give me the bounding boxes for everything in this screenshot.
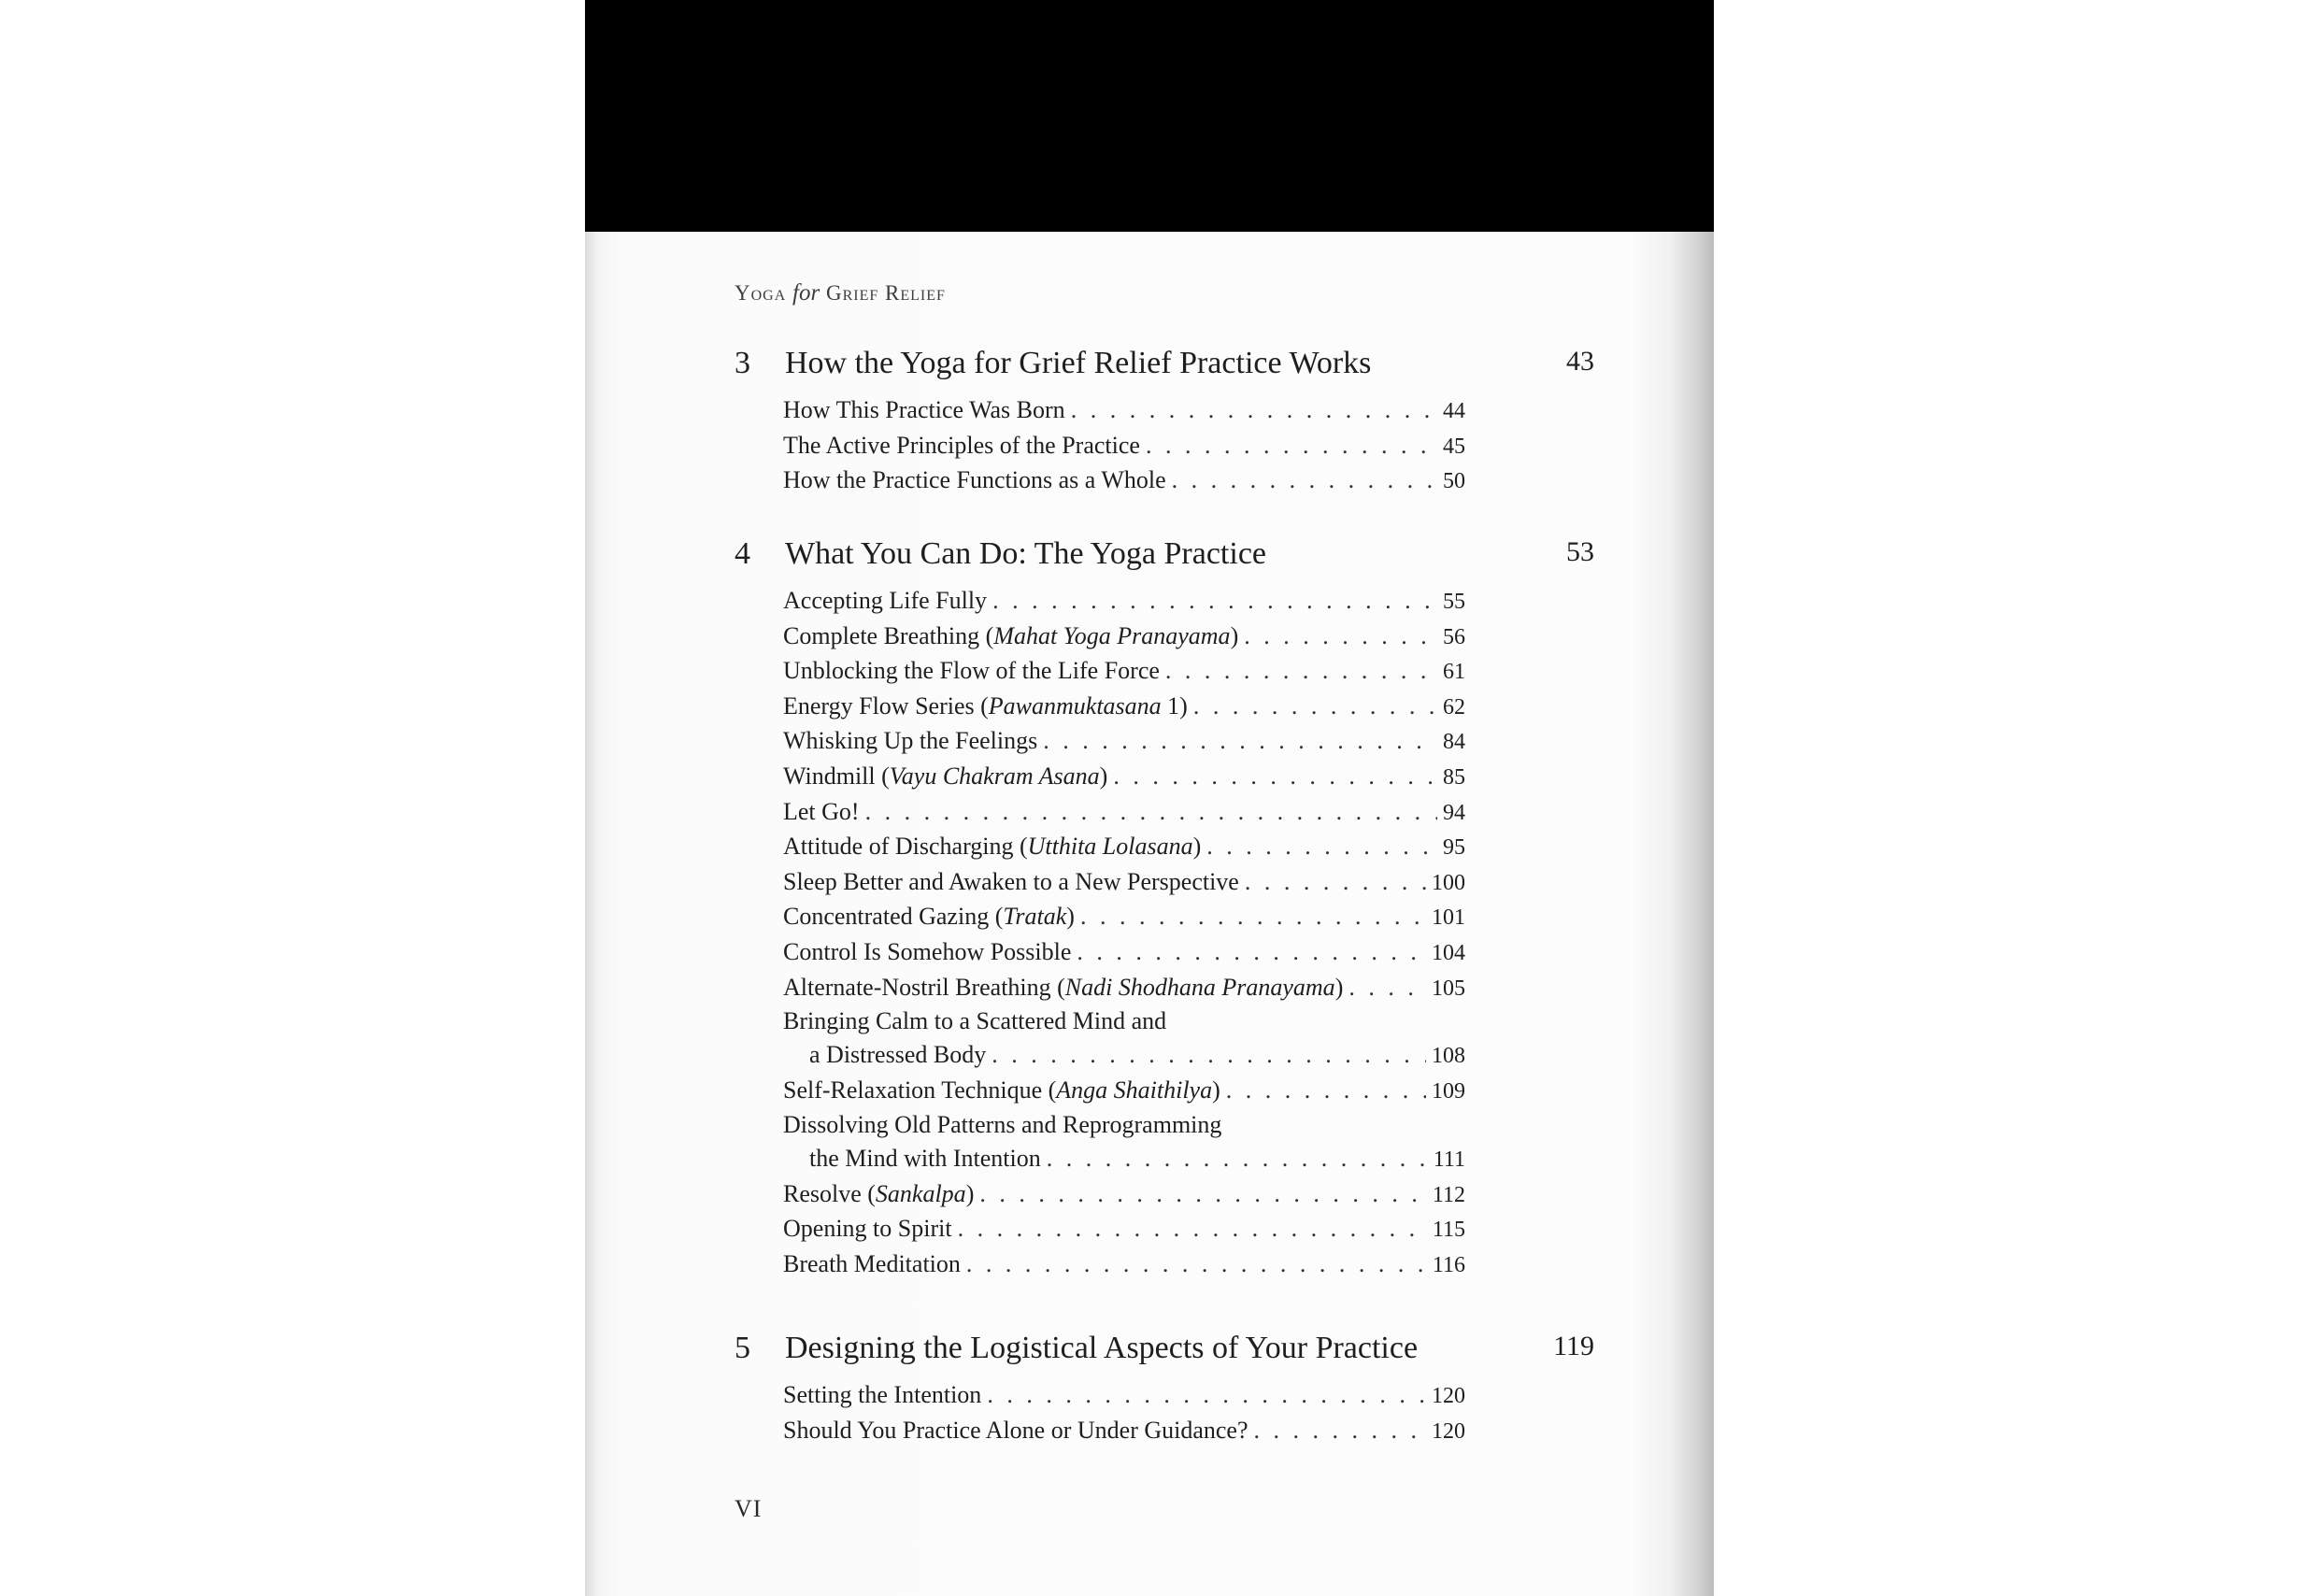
dot-leader: [1245, 864, 1426, 900]
dot-leader: [992, 583, 1437, 619]
entry-label-line2: [783, 1142, 1465, 1176]
entry-label-italic: Pawanmuktasana: [988, 691, 1162, 720]
entry-page: 120: [1432, 1418, 1465, 1444]
dot-leader: [1047, 1142, 1428, 1176]
chapter-number: 5: [735, 1331, 750, 1365]
entry-label: Concentrated Gazing (Tratak): [783, 903, 1075, 931]
entry-label: Complete Breathing (Mahat Yoga Pranayama): [783, 621, 1239, 649]
dot-leader: [1071, 392, 1437, 428]
entry-page: 55: [1443, 590, 1465, 614]
dot-leader: [1043, 723, 1437, 759]
toc-entry: [783, 970, 1465, 1005]
entry-page: 104: [1432, 940, 1465, 965]
entry-label-italic: Utthita Lolasana: [1027, 833, 1193, 861]
toc-entry: [783, 1211, 1465, 1247]
entry-page: 61: [1443, 660, 1465, 685]
entry-label: Bringing Calm to a Scattered Mind and: [783, 1007, 1167, 1035]
chapter-page: 53: [1566, 536, 1594, 567]
entry-label: Should You Practice Alone or Under Guidance?: [783, 1416, 1248, 1444]
dot-leader: [958, 1211, 1427, 1247]
entry-label: Attitude of Discharging (Utthita Lolasana): [783, 833, 1202, 861]
dot-leader: [1348, 970, 1426, 1005]
header-prefix: Yoga: [735, 281, 787, 305]
dot-leader: [1206, 829, 1437, 864]
toc-entry: [783, 829, 1465, 864]
entry-label-italic: Vayu Chakram Asana: [889, 762, 1100, 790]
scanner-background: [585, 0, 1714, 232]
dot-leader: [966, 1247, 1427, 1282]
entry-list: [783, 1377, 1465, 1447]
entry-label: The Active Principles of the Practice: [783, 431, 1140, 459]
entry-page: 111: [1433, 1147, 1465, 1172]
entry-page: 109: [1432, 1079, 1465, 1104]
dot-leader: [1172, 463, 1437, 498]
entry-page: 95: [1443, 835, 1465, 861]
toc-entry: [783, 1073, 1465, 1108]
entry-list: [783, 583, 1465, 1282]
entry-label-line2: [783, 1038, 1465, 1073]
dot-leader: [1080, 899, 1426, 934]
entry-page: 50: [1443, 469, 1465, 494]
entry-label: Let Go!: [783, 797, 860, 825]
entry-label-continued: the Mind with Intention: [809, 1144, 1041, 1172]
entry-label-italic: Nadi Shodhana Pranayama: [1064, 973, 1335, 1001]
toc-entry: [783, 1413, 1465, 1448]
page-folio: VI: [735, 1495, 763, 1522]
entry-page: 116: [1432, 1252, 1465, 1277]
chapter-page: 43: [1566, 346, 1594, 377]
toc-entry: [783, 689, 1465, 724]
toc-entry: [783, 428, 1465, 463]
entry-label-line1: [783, 1108, 1465, 1142]
toc-entry: [783, 1377, 1465, 1413]
toc-entry: [783, 864, 1465, 900]
entry-label-line1: [783, 1005, 1465, 1038]
entry-page: 62: [1443, 694, 1465, 720]
dot-leader: [865, 794, 1437, 830]
dot-leader: [1077, 934, 1426, 970]
chapter-5: [735, 1331, 1594, 1447]
entry-page: 120: [1432, 1384, 1465, 1408]
chapter-title: What You Can Do: The Yoga Practice: [785, 536, 1266, 571]
entry-label: Control Is Somehow Possible: [783, 937, 1072, 965]
entry-label-continued: a Distressed Body: [809, 1041, 987, 1069]
entry-page: 101: [1432, 905, 1465, 931]
entry-label: Self-Relaxation Technique (Anga Shaithilya): [783, 1076, 1220, 1104]
chapter-4: [735, 536, 1594, 1282]
dot-leader: [1254, 1413, 1426, 1448]
entry-label: Setting the Intention: [783, 1381, 982, 1408]
toc-entry: [783, 794, 1465, 830]
toc-entry: [783, 392, 1465, 428]
toc-entry: [783, 1176, 1465, 1212]
entry-page: 94: [1443, 800, 1465, 825]
entry-label: Windmill (Vayu Chakram Asana): [783, 762, 1108, 790]
toc-entry: [783, 619, 1465, 654]
entry-label-italic: Anga Shaithilya: [1056, 1076, 1213, 1104]
entry-page: 115: [1432, 1218, 1465, 1243]
toc-entry: [783, 1108, 1465, 1176]
entry-label: Alternate-Nostril Breathing (Nadi Shodhana Pranayama): [783, 973, 1344, 1001]
dot-leader: [1244, 619, 1437, 654]
entry-page: 56: [1443, 624, 1465, 649]
toc-entry: [783, 759, 1465, 794]
entry-label: How This Practice Was Born: [783, 396, 1065, 423]
chapter-number: 3: [735, 346, 750, 380]
chapter-title: How the Yoga for Grief Relief Practice Works: [785, 346, 1372, 380]
toc-entry: [783, 1247, 1465, 1282]
entry-label: Unblocking the Flow of the Life Force: [783, 657, 1160, 685]
running-header: [735, 280, 946, 306]
entry-label: Sleep Better and Awaken to a New Perspective: [783, 867, 1239, 895]
entry-page: 112: [1432, 1182, 1465, 1207]
entry-label-italic: Sankalpa: [875, 1179, 966, 1207]
entry-label: Resolve (Sankalpa): [783, 1179, 975, 1207]
book-page: [585, 232, 1714, 1596]
chapter-title: Designing the Logistical Aspects of Your Practice: [785, 1331, 1419, 1365]
entry-label: How the Practice Functions as a Whole: [783, 466, 1166, 494]
chapter-heading: [735, 1331, 1594, 1377]
chapter-page: 119: [1553, 1331, 1594, 1361]
entry-page: 100: [1432, 870, 1465, 895]
entry-page: 108: [1432, 1044, 1465, 1069]
entry-label: Whisking Up the Feelings: [783, 727, 1038, 755]
entry-label: Breath Meditation: [783, 1249, 961, 1277]
entry-page: 85: [1443, 764, 1465, 790]
entry-label: Accepting Life Fully: [783, 587, 988, 614]
entry-label: Energy Flow Series (Pawanmuktasana 1): [783, 691, 1188, 720]
dot-leader: [1146, 428, 1437, 463]
entry-list: [783, 392, 1465, 498]
entry-page: 44: [1443, 399, 1465, 423]
dot-leader: [992, 1038, 1426, 1072]
entry-label: Opening to Spirit: [783, 1215, 952, 1243]
toc-entry: [783, 653, 1465, 689]
entry-label-italic: Mahat Yoga Pranayama: [993, 621, 1231, 649]
entry-page: 45: [1443, 434, 1465, 459]
entry-page: 84: [1443, 730, 1465, 755]
dot-leader: [987, 1377, 1426, 1413]
header-for: for: [792, 280, 820, 306]
toc-entry: [783, 463, 1465, 498]
dot-leader: [1113, 759, 1437, 794]
dot-leader: [1165, 653, 1437, 689]
dot-leader: [1226, 1073, 1426, 1108]
toc-entry: [783, 583, 1465, 619]
entry-label: Dissolving Old Patterns and Reprogramming: [783, 1110, 1222, 1138]
chapter-heading: [735, 346, 1594, 392]
toc-entry: [783, 934, 1465, 970]
toc-entry: [783, 723, 1465, 759]
dot-leader: [1193, 689, 1437, 724]
toc-entry: [783, 1005, 1465, 1073]
header-suffix: Grief Relief: [825, 281, 946, 305]
dot-leader: [979, 1176, 1427, 1212]
chapter-number: 4: [735, 536, 750, 571]
toc-entry: [783, 899, 1465, 934]
chapter-heading: [735, 536, 1594, 583]
entry-page: 105: [1432, 976, 1465, 1001]
entry-label-italic: Tratak: [1003, 903, 1067, 931]
chapter-3: [735, 346, 1594, 498]
